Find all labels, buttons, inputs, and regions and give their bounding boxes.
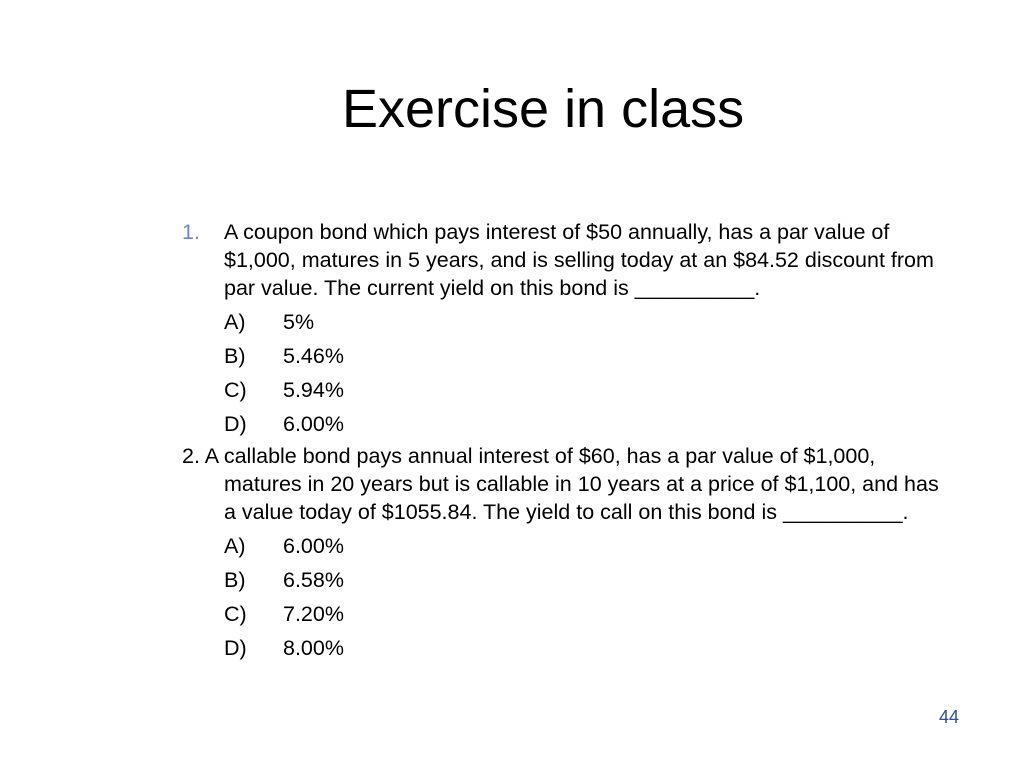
option-letter: A) — [224, 534, 246, 558]
option-value: 5% — [283, 310, 315, 334]
answer-option — [224, 376, 952, 404]
option-letter: D) — [224, 636, 247, 660]
option-letter: C) — [224, 602, 247, 626]
option-letter: A) — [224, 310, 246, 334]
option-value: 7.20% — [283, 602, 344, 626]
page-number: 44 — [939, 707, 960, 727]
answer-option — [224, 410, 952, 438]
slide-content — [182, 218, 952, 662]
answer-option — [224, 532, 952, 560]
slide-title: Exercise in class — [342, 79, 745, 139]
answer-option — [224, 566, 952, 594]
option-value: 6.00% — [283, 534, 344, 558]
answer-option — [224, 600, 952, 628]
question-1-options — [224, 308, 952, 438]
answer-option — [224, 342, 952, 370]
option-letter: B) — [224, 344, 246, 368]
option-value: 5.94% — [283, 378, 344, 402]
option-value: 6.00% — [283, 412, 344, 436]
option-letter: D) — [224, 412, 247, 436]
question-2-options — [224, 532, 952, 662]
question-1-number: 1. — [182, 220, 200, 244]
option-value: 8.00% — [283, 636, 344, 660]
option-value: 5.46% — [283, 344, 344, 368]
question-2 — [182, 442, 952, 526]
answer-option — [224, 634, 952, 662]
option-letter: C) — [224, 378, 247, 402]
answer-option — [224, 308, 952, 336]
option-letter: B) — [224, 568, 246, 592]
question-2-text: 2. A callable bond pays annual interest of $60, has a par value of $1,000, matures in 20 years but is callable in 10 years at a price of $1,100, and has a value today of $1055.84. The yield to call on this bond is __________. — [182, 444, 939, 524]
question-1 — [182, 218, 952, 302]
option-value: 6.58% — [283, 568, 344, 592]
question-1-text: A coupon bond which pays interest of $50 annually, has a par value of $1,000, matures in 5 years, and is selling today at an $84.52 discount from par value. The current yield on this bond is __________. — [224, 220, 934, 300]
